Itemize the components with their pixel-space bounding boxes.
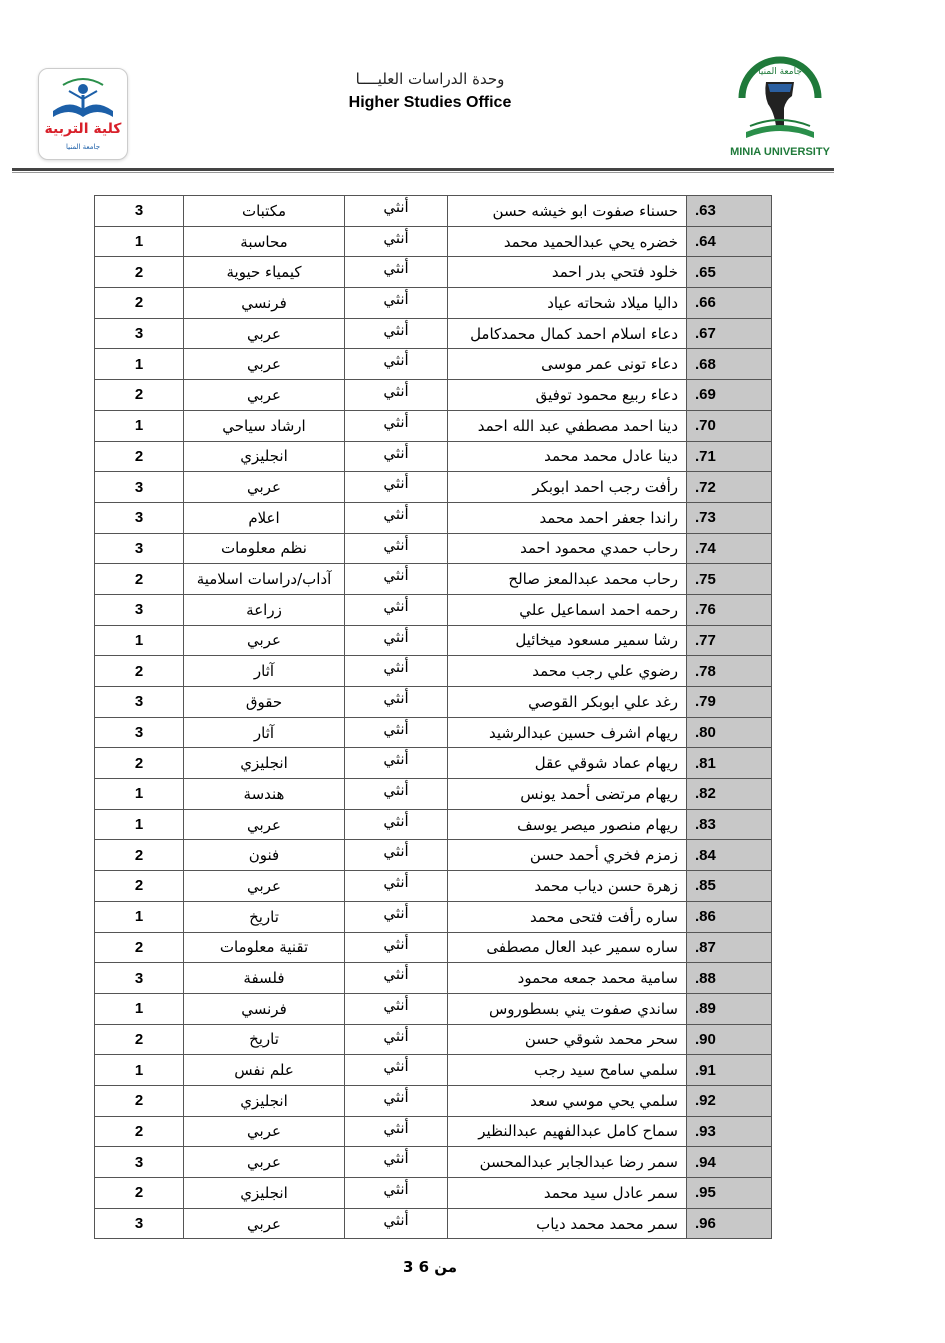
level-cell: 2	[95, 656, 184, 687]
gender-label: أنثي	[383, 351, 409, 370]
gender-cell	[345, 1208, 448, 1239]
department-cell: فنون	[184, 840, 345, 871]
table-row	[95, 257, 772, 288]
department-cell: عربي	[184, 1116, 345, 1147]
department-cell: كيمياء حيوية	[184, 257, 345, 288]
table-row	[95, 748, 772, 779]
table-row	[95, 1178, 772, 1209]
department-cell: فرنسي	[184, 288, 345, 319]
department-cell: حقوق	[184, 687, 345, 718]
department-cell: عربي	[184, 871, 345, 902]
level-cell: 2	[95, 840, 184, 871]
table-row	[95, 809, 772, 840]
department-cell: فرنسي	[184, 993, 345, 1024]
department-cell: عربي	[184, 318, 345, 349]
gender-cell	[345, 502, 448, 533]
serial-number-cell: .92	[687, 1085, 772, 1116]
name-cell: ريهام منصور ميصر يوسف	[448, 809, 687, 840]
gender-label: أنثي	[383, 1087, 409, 1106]
gender-label: أنثي	[383, 474, 409, 493]
header-divider	[12, 168, 834, 171]
gender-cell	[345, 901, 448, 932]
serial-number-cell: .89	[687, 993, 772, 1024]
department-cell: فلسفة	[184, 963, 345, 994]
serial-number-cell: .75	[687, 564, 772, 595]
gender-cell	[345, 196, 448, 227]
level-cell: 2	[95, 257, 184, 288]
level-cell: 3	[95, 533, 184, 564]
table-row	[95, 656, 772, 687]
name-cell: رأفت رجب احمد ابوبكر	[448, 472, 687, 503]
english-office-title: Higher Studies Office	[348, 94, 512, 111]
gender-cell	[345, 472, 448, 503]
table-row	[95, 963, 772, 994]
table-row	[95, 1085, 772, 1116]
gender-label: أنثي	[383, 1180, 409, 1198]
book-icon	[39, 69, 127, 159]
level-cell: 2	[95, 288, 184, 319]
department-cell: هندسة	[184, 779, 345, 810]
name-cell: حسناء صفوت ابو خيشه حسن	[448, 196, 687, 227]
department-cell: آثار	[184, 656, 345, 687]
department-cell: محاسبة	[184, 226, 345, 257]
gender-label: أنثي	[383, 627, 409, 646]
gender-label: أنثي	[383, 228, 409, 247]
name-cell: ساره سمير عبد العال مصطفى	[448, 932, 687, 963]
gender-cell	[345, 687, 448, 718]
table-row	[95, 625, 772, 656]
table-row	[95, 993, 772, 1024]
name-cell: خضره يحي عبدالحميد محمد	[448, 226, 687, 257]
serial-number-cell: .91	[687, 1055, 772, 1086]
table-row	[95, 594, 772, 625]
level-cell: 1	[95, 226, 184, 257]
gender-label: أنثي	[383, 781, 409, 800]
name-cell: سلمي سامح سيد رجب	[448, 1055, 687, 1086]
department-cell: انجليزي	[184, 748, 345, 779]
gender-cell	[345, 932, 448, 963]
department-cell: انجليزي	[184, 441, 345, 472]
level-cell: 2	[95, 748, 184, 779]
serial-number-cell: .71	[687, 441, 772, 472]
arabic-office-title: وحدة الدراسات العليــــا	[355, 70, 505, 88]
table-row	[95, 288, 772, 319]
table-row	[95, 502, 772, 533]
level-cell: 2	[95, 1116, 184, 1147]
name-cell: رحمه احمد اسماعيل علي	[448, 594, 687, 625]
gender-cell	[345, 871, 448, 902]
gender-cell	[345, 1178, 448, 1209]
level-cell: 3	[95, 963, 184, 994]
serial-number-cell: .73	[687, 502, 772, 533]
serial-number-cell: .72	[687, 472, 772, 503]
department-cell: عربي	[184, 1208, 345, 1239]
table-row	[95, 410, 772, 441]
gender-cell	[345, 594, 448, 625]
department-cell: آداب/دراسات اسلامية	[184, 564, 345, 595]
svg-text:جامعة المنيا: جامعة المنيا	[758, 67, 802, 77]
table-row	[95, 533, 772, 564]
name-cell: ساره رأفت فتحى محمد	[448, 901, 687, 932]
department-cell: عربي	[184, 809, 345, 840]
serial-number-cell: .70	[687, 410, 772, 441]
name-cell: سماح كامل عبدالفهيم عبدالنظير	[448, 1116, 687, 1147]
gender-cell	[345, 748, 448, 779]
gender-cell	[345, 1116, 448, 1147]
name-cell: رغد علي ابوبكر القوصي	[448, 687, 687, 718]
level-cell: 3	[95, 472, 184, 503]
name-cell: زمزم فخري أحمد حسن	[448, 840, 687, 871]
gender-label: أنثي	[383, 290, 409, 309]
table-row	[95, 840, 772, 871]
gender-label: أنثي	[383, 811, 409, 830]
gender-label: أنثي	[383, 412, 409, 431]
level-cell: 2	[95, 1085, 184, 1116]
student-roster-table	[94, 195, 772, 1239]
gender-label: أنثي	[383, 443, 409, 462]
table-row	[95, 226, 772, 257]
name-cell: راندا جعفر احمد محمد	[448, 502, 687, 533]
level-cell: 1	[95, 1055, 184, 1086]
level-cell: 1	[95, 809, 184, 840]
level-cell: 3	[95, 196, 184, 227]
level-cell: 1	[95, 779, 184, 810]
name-cell: ساندي صفوت يني بسطوروس	[448, 993, 687, 1024]
name-cell: خلود فتحي بدر احمد	[448, 257, 687, 288]
department-cell: نظم معلومات	[184, 533, 345, 564]
serial-number-cell: .65	[687, 257, 772, 288]
table-row	[95, 318, 772, 349]
gender-label: أنثي	[383, 965, 409, 984]
table-row	[95, 564, 772, 595]
gender-label: أنثي	[383, 504, 409, 523]
department-cell: تاريخ	[184, 901, 345, 932]
gender-label: أنثي	[383, 320, 409, 339]
gender-label: أنثي	[383, 750, 409, 769]
name-cell: سمر رضا عبدالجابر عبدالمحسن	[448, 1147, 687, 1178]
department-cell: آثار	[184, 717, 345, 748]
level-cell: 1	[95, 410, 184, 441]
gender-cell	[345, 288, 448, 319]
level-cell: 2	[95, 932, 184, 963]
serial-number-cell: .76	[687, 594, 772, 625]
gender-cell	[345, 809, 448, 840]
nefertiti-emblem-icon	[728, 52, 832, 162]
table-row	[95, 380, 772, 411]
serial-number-cell: .85	[687, 871, 772, 902]
gender-label: أنثي	[383, 689, 409, 707]
serial-number-cell: .96	[687, 1208, 772, 1239]
name-cell: رشا سمير مسعود ميخائيل	[448, 625, 687, 656]
gender-label: أنثي	[383, 1118, 409, 1137]
department-cell: اعلام	[184, 502, 345, 533]
department-cell: انجليزي	[184, 1178, 345, 1209]
department-cell: عربي	[184, 380, 345, 411]
level-cell: 2	[95, 1024, 184, 1055]
gender-label: أنثي	[383, 1057, 409, 1076]
level-cell: 2	[95, 380, 184, 411]
minia-university-logo	[728, 52, 832, 162]
gender-label: أنثي	[383, 535, 409, 554]
name-cell: سمر عادل سيد محمد	[448, 1178, 687, 1209]
table-row	[95, 901, 772, 932]
table-row	[95, 1147, 772, 1178]
name-cell: دعاء تونى عمر موسى	[448, 349, 687, 380]
gender-label: أنثي	[383, 1149, 409, 1168]
table-row	[95, 1024, 772, 1055]
department-cell: مكتبات	[184, 196, 345, 227]
gender-label: أنثي	[383, 903, 409, 922]
name-cell: داليا ميلاد شحاته عياد	[448, 288, 687, 319]
level-cell: 1	[95, 993, 184, 1024]
gender-cell	[345, 226, 448, 257]
department-cell: ارشاد سياحي	[184, 410, 345, 441]
serial-number-cell: .67	[687, 318, 772, 349]
level-cell: 2	[95, 564, 184, 595]
serial-number-cell: .95	[687, 1178, 772, 1209]
name-cell: رضوي علي رجب محمد	[448, 656, 687, 687]
gender-label: أنثي	[383, 382, 409, 401]
table-row	[95, 1208, 772, 1239]
roster-body	[95, 196, 772, 1239]
level-cell: 2	[95, 1178, 184, 1209]
gender-label: أنثي	[383, 873, 409, 892]
serial-number-cell: .77	[687, 625, 772, 656]
faculty-of-education-logo	[38, 68, 128, 160]
serial-number-cell: .84	[687, 840, 772, 871]
table-row	[95, 871, 772, 902]
name-cell: رحاب محمد عبدالمعز صالح	[448, 564, 687, 595]
serial-number-cell: .90	[687, 1024, 772, 1055]
gender-label: أنثي	[383, 259, 409, 278]
serial-number-cell: .81	[687, 748, 772, 779]
name-cell: سامية محمد جمعه محمود	[448, 963, 687, 994]
serial-number-cell: .66	[687, 288, 772, 319]
department-cell: زراعة	[184, 594, 345, 625]
gender-cell	[345, 564, 448, 595]
serial-number-cell: .78	[687, 656, 772, 687]
gender-cell	[345, 380, 448, 411]
gender-label: أنثي	[383, 934, 409, 953]
name-cell: دينا احمد مصطفي عبد الله احمد	[448, 410, 687, 441]
gender-cell	[345, 318, 448, 349]
gender-cell	[345, 410, 448, 441]
gender-cell	[345, 656, 448, 687]
table-row	[95, 349, 772, 380]
name-cell: سمر محمد محمد دياب	[448, 1208, 687, 1239]
level-cell: 3	[95, 318, 184, 349]
gender-cell	[345, 533, 448, 564]
level-cell: 1	[95, 901, 184, 932]
serial-number-cell: .63	[687, 196, 772, 227]
gender-label: أنثي	[383, 198, 409, 216]
department-cell: عربي	[184, 349, 345, 380]
table-row	[95, 717, 772, 748]
gender-cell	[345, 1055, 448, 1086]
name-cell: ريهام مرتضى أحمد يونس	[448, 779, 687, 810]
gender-cell	[345, 963, 448, 994]
page-number: 3 من 6	[402, 1258, 458, 1276]
level-cell: 3	[95, 687, 184, 718]
serial-number-cell: .74	[687, 533, 772, 564]
gender-cell	[345, 1147, 448, 1178]
gender-label: أنثي	[383, 596, 409, 615]
svg-text:كلية التربية: كلية التربية	[44, 121, 122, 137]
level-cell: 3	[95, 1208, 184, 1239]
serial-number-cell: .88	[687, 963, 772, 994]
gender-cell	[345, 349, 448, 380]
gender-cell	[345, 840, 448, 871]
gender-label: أنثي	[383, 719, 409, 738]
gender-cell	[345, 257, 448, 288]
level-cell: 3	[95, 502, 184, 533]
level-cell: 2	[95, 441, 184, 472]
gender-label: أنثي	[383, 658, 409, 677]
level-cell: 3	[95, 594, 184, 625]
serial-number-cell: .69	[687, 380, 772, 411]
serial-number-cell: .79	[687, 687, 772, 718]
serial-number-cell: .94	[687, 1147, 772, 1178]
department-cell: عربي	[184, 472, 345, 503]
page-header	[0, 0, 945, 175]
serial-number-cell: .93	[687, 1116, 772, 1147]
header-divider-thin	[12, 172, 834, 173]
table-row	[95, 196, 772, 227]
department-cell: انجليزي	[184, 1085, 345, 1116]
name-cell: دينا عادل محمد محمد	[448, 441, 687, 472]
department-cell: علم نفس	[184, 1055, 345, 1086]
name-cell: رحاب حمدي محمود احمد	[448, 533, 687, 564]
department-cell: عربي	[184, 625, 345, 656]
table-row	[95, 932, 772, 963]
table-row	[95, 779, 772, 810]
table-row	[95, 1116, 772, 1147]
gender-label: أنثي	[383, 1210, 409, 1229]
table-row	[95, 687, 772, 718]
name-cell: سلمي يحي موسي سعد	[448, 1085, 687, 1116]
name-cell: دعاء ربيع محمود توفيق	[448, 380, 687, 411]
svg-text:جامعة المنيا: جامعة المنيا	[65, 143, 101, 151]
serial-number-cell: .64	[687, 226, 772, 257]
gender-label: أنثي	[383, 1026, 409, 1045]
name-cell: سحر محمد شوقي حسن	[448, 1024, 687, 1055]
department-cell: تاريخ	[184, 1024, 345, 1055]
gender-cell	[345, 779, 448, 810]
serial-number-cell: .68	[687, 349, 772, 380]
name-cell: زهرة حسن دياب محمد	[448, 871, 687, 902]
serial-number-cell: .80	[687, 717, 772, 748]
svg-text:MINIA UNIVERSITY: MINIA UNIVERSITY	[730, 146, 830, 158]
serial-number-cell: .83	[687, 809, 772, 840]
table-row	[95, 1055, 772, 1086]
gender-cell	[345, 441, 448, 472]
level-cell: 2	[95, 871, 184, 902]
gender-cell	[345, 1024, 448, 1055]
table-row	[95, 472, 772, 503]
gender-cell	[345, 1085, 448, 1116]
name-cell: ريهام اشرف حسين عبدالرشيد	[448, 717, 687, 748]
level-cell: 3	[95, 1147, 184, 1178]
name-cell: دعاء اسلام احمد كمال محمدكامل	[448, 318, 687, 349]
table-row	[95, 441, 772, 472]
level-cell: 1	[95, 349, 184, 380]
level-cell: 1	[95, 625, 184, 656]
serial-number-cell: .86	[687, 901, 772, 932]
department-cell: عربي	[184, 1147, 345, 1178]
level-cell: 3	[95, 717, 184, 748]
gender-cell	[345, 625, 448, 656]
gender-label: أنثي	[383, 842, 409, 861]
gender-cell	[345, 993, 448, 1024]
gender-label: أنثي	[383, 566, 409, 585]
gender-label: أنثي	[383, 995, 409, 1014]
gender-cell	[345, 717, 448, 748]
serial-number-cell: .87	[687, 932, 772, 963]
department-cell: تقنية معلومات	[184, 932, 345, 963]
serial-number-cell: .82	[687, 779, 772, 810]
name-cell: ريهام عماد شوقي عقل	[448, 748, 687, 779]
